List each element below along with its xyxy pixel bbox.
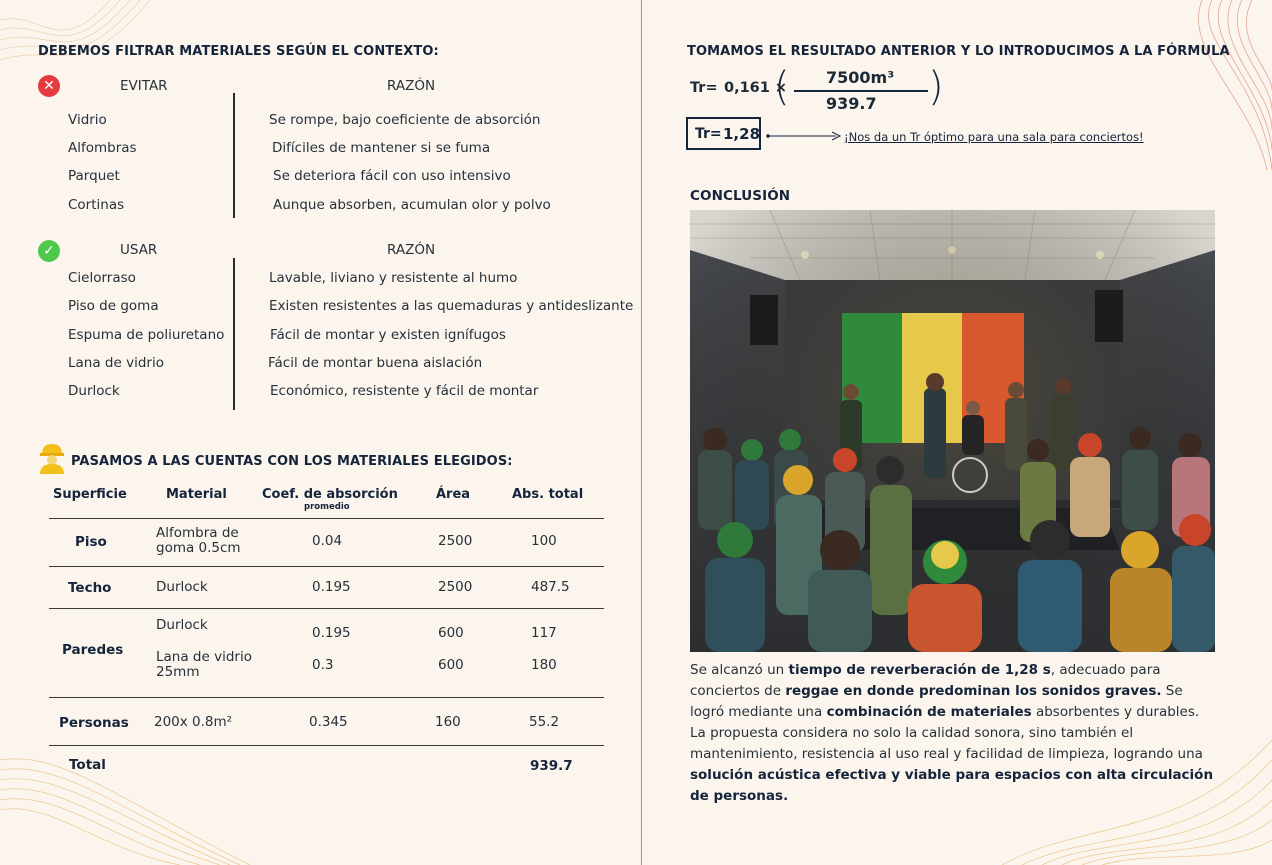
list-item: Se rompe, bajo coeficiente de absorción	[269, 112, 541, 128]
table-rule	[49, 518, 604, 519]
list-item: Económico, resistente y fácil de montar	[270, 383, 539, 399]
table-cell-coef: 0.195	[312, 625, 351, 641]
worker-icon	[37, 442, 67, 474]
header-area: Área	[436, 487, 471, 502]
table-rule	[49, 697, 604, 698]
total-label: Total	[69, 757, 106, 773]
list-item: Fácil de montar buena aislación	[268, 355, 483, 371]
table-cell-material: Alfombra de goma 0.5cm	[156, 525, 241, 556]
conclusion-paragraph-2	[690, 723, 1215, 807]
list-item: Lana de vidrio	[68, 355, 164, 371]
decorative-wave-top-right	[1172, 0, 1272, 170]
list-item: Cortinas	[68, 197, 125, 213]
conclusion-title: CONCLUSIÓN	[690, 188, 791, 204]
paren-left: (	[774, 64, 790, 110]
table-rule	[49, 745, 604, 746]
table-cell-surface: Personas	[59, 715, 129, 731]
use-reason-header: RAZÓN	[387, 242, 436, 258]
list-item: Durlock	[68, 383, 120, 399]
table-cell-surface: Paredes	[62, 642, 124, 658]
text-run: Se alcanzó un	[690, 662, 789, 678]
text-run-bold: tiempo de reverberación de 1,28 s	[788, 662, 1051, 678]
text-run: , adecuado para conciertos de	[690, 662, 1161, 699]
table-cell-material: Durlock	[156, 579, 208, 595]
text-run-bold: solución acústica efectiva y viable para espacios con alta circulación de personas.	[690, 767, 1214, 804]
table-rule	[49, 566, 604, 567]
list-item: Vidrio	[68, 112, 107, 128]
list-item: Lavable, liviano y resistente al humo	[269, 270, 518, 286]
header-abs: Abs. total	[512, 487, 584, 502]
right-page	[642, 0, 1272, 865]
calc-title: PASAMOS A LAS CUENTAS CON LOS MATERIALES ELEGIDOS:	[71, 454, 513, 469]
table-rule	[49, 608, 604, 609]
list-item: Difíciles de mantener si se fuma	[272, 140, 491, 156]
avoid-reason-header: RAZÓN	[387, 78, 436, 94]
list-item: Alfombras	[68, 140, 137, 156]
result-note: ¡Nos da un Tr óptimo para una sala para conciertos!	[844, 130, 1144, 144]
total-value: 939.7	[530, 758, 573, 774]
list-item: Espuma de poliuretano	[68, 327, 225, 343]
table-cell-coef: 0.04	[312, 533, 343, 549]
decorative-wave-bottom-left	[0, 740, 250, 865]
table-cell-area: 600	[438, 657, 464, 673]
list-item: Fácil de montar y existen ignífugos	[270, 327, 506, 343]
table-cell-area: 160	[435, 714, 461, 730]
list-item: Se deteriora fácil con uso intensivo	[273, 168, 511, 184]
result-box	[686, 117, 761, 150]
table-cell-abs: 100	[531, 533, 557, 549]
list-item: Cielorraso	[68, 270, 136, 286]
table-cell-surface: Piso	[75, 534, 107, 550]
table-cell-area: 2500	[438, 533, 473, 549]
header-material: Material	[166, 487, 227, 502]
arrow-icon	[766, 131, 842, 141]
fraction-denominator: 939.7	[826, 94, 877, 113]
paren-right: )	[928, 64, 944, 110]
check-icon: ✓	[38, 240, 60, 262]
table-cell-area: 2500	[438, 579, 473, 595]
fraction-bar	[794, 90, 928, 92]
concert-photo	[690, 210, 1215, 652]
divider	[233, 258, 235, 410]
table-cell-surface: Techo	[68, 580, 112, 596]
text-run-bold: combinación de materiales	[826, 704, 1032, 720]
list-item: Piso de goma	[68, 298, 159, 314]
table-cell-abs: 117	[531, 625, 557, 641]
divider	[233, 93, 235, 218]
formula-constant: 0,161 ×	[724, 80, 788, 96]
result-value: 1,28	[723, 125, 761, 143]
table-cell-coef: 0.345	[309, 714, 348, 730]
table-cell-abs: 487.5	[531, 579, 570, 595]
table-cell-coef: 0.3	[312, 657, 334, 673]
text-run-bold: reggae en donde predominan los sonidos graves.	[785, 683, 1162, 699]
list-item: Parquet	[68, 168, 120, 184]
table-cell-material: 200x 0.8m²	[154, 714, 233, 730]
text-run: La propuesta considera no solo la calidad sonora, sino también el mantenimiento, resistencia al uso real y facilidad de limpieza, logrando una	[690, 725, 1203, 762]
text-run: Se logró mediante una	[690, 683, 1183, 720]
list-item: Existen resistentes a las quemaduras y antideslizante	[269, 298, 634, 314]
table-cell-coef: 0.195	[312, 579, 351, 595]
avoid-header: EVITAR	[120, 78, 168, 94]
use-header: USAR	[120, 242, 158, 258]
table-cell-abs: 55.2	[529, 714, 560, 730]
table-cell-area: 600	[438, 625, 464, 641]
table-cell-material: Lana de vidrio 25mm	[156, 649, 252, 680]
tr-label: Tr=	[690, 80, 718, 96]
table-cell-abs: 180	[531, 657, 557, 673]
header-coef-sub: promedio	[304, 502, 350, 512]
formula-title: TOMAMOS EL RESULTADO ANTERIOR Y LO INTRODUCIMOS A LA FÓRMULA	[687, 44, 1230, 59]
fraction-numerator: 7500m³	[826, 68, 895, 87]
header-surface: Superficie	[53, 487, 127, 502]
table-cell-material: Durlock	[156, 617, 208, 633]
result-label: Tr=	[695, 126, 722, 142]
header-coef: Coef. de absorción	[262, 487, 398, 502]
conclusion-paragraph-1	[690, 660, 1215, 723]
close-icon: ✕	[38, 75, 60, 97]
filter-title: DEBEMOS FILTRAR MATERIALES SEGÚN EL CONTEXTO:	[38, 44, 439, 59]
list-item: Aunque absorben, acumulan olor y polvo	[273, 197, 551, 213]
text-run: absorbentes y durables.	[1031, 704, 1200, 720]
